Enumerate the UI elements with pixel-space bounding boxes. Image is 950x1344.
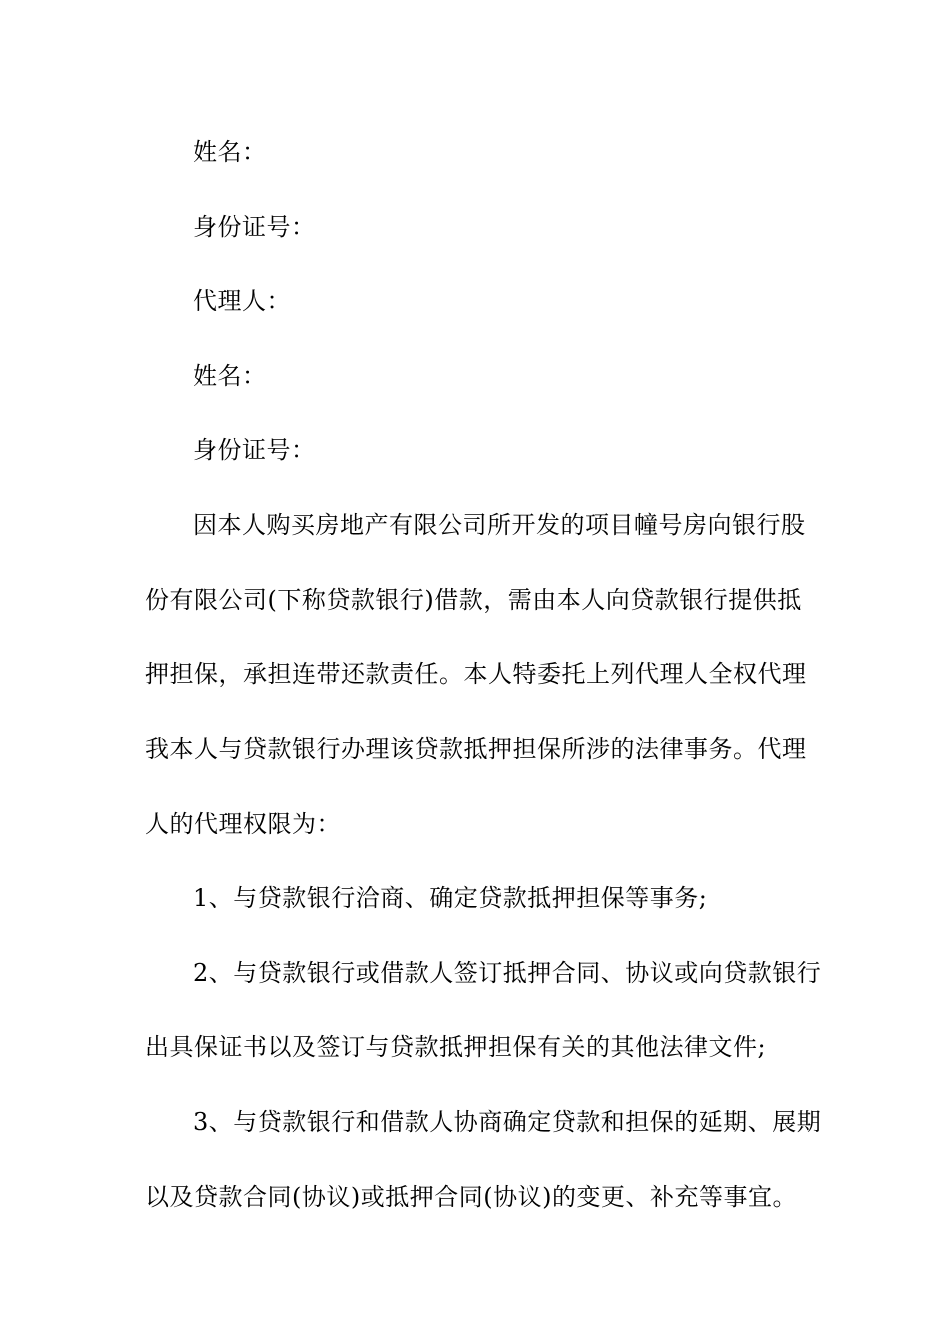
agent-name-label: 姓名： (193, 362, 267, 390)
agent-heading: 代理人： (193, 287, 291, 315)
main-paragraph-line-4: 我本人与贷款银行办理该贷款抵押担保所涉的法律事务。代理 (145, 735, 807, 763)
main-paragraph-line-5: 人的代理权限为： (145, 810, 341, 838)
main-paragraph-line-2: 份有限公司(下称贷款银行)借款，需由本人向贷款银行提供抵 (145, 586, 802, 614)
authority-item-3-line-1: 3、与贷款银行和借款人协商确定贷款和担保的延期、展期 (193, 1108, 822, 1136)
authority-item-1: 1、与贷款银行洽商、确定贷款抵押担保等事务; (193, 884, 708, 912)
authority-item-2-line-1: 2、与贷款银行或借款人签订抵押合同、协议或向贷款银行 (193, 959, 822, 987)
authority-item-2-line-2: 出具保证书以及签订与贷款抵押担保有关的其他法律文件; (145, 1033, 767, 1061)
agent-id-label: 身份证号： (193, 436, 316, 464)
main-paragraph-line-3: 押担保，承担连带还款责任。本人特委托上列代理人全权代理 (145, 660, 807, 688)
authority-item-3-line-2: 以及贷款合同(协议)或抵押合同(协议)的变更、补充等事宜。 (145, 1183, 797, 1211)
principal-id-label: 身份证号： (193, 213, 316, 241)
main-paragraph-line-1: 因本人购买房地产有限公司所开发的项目幢号房向银行股 (193, 511, 806, 539)
principal-name-label: 姓名： (193, 138, 267, 166)
